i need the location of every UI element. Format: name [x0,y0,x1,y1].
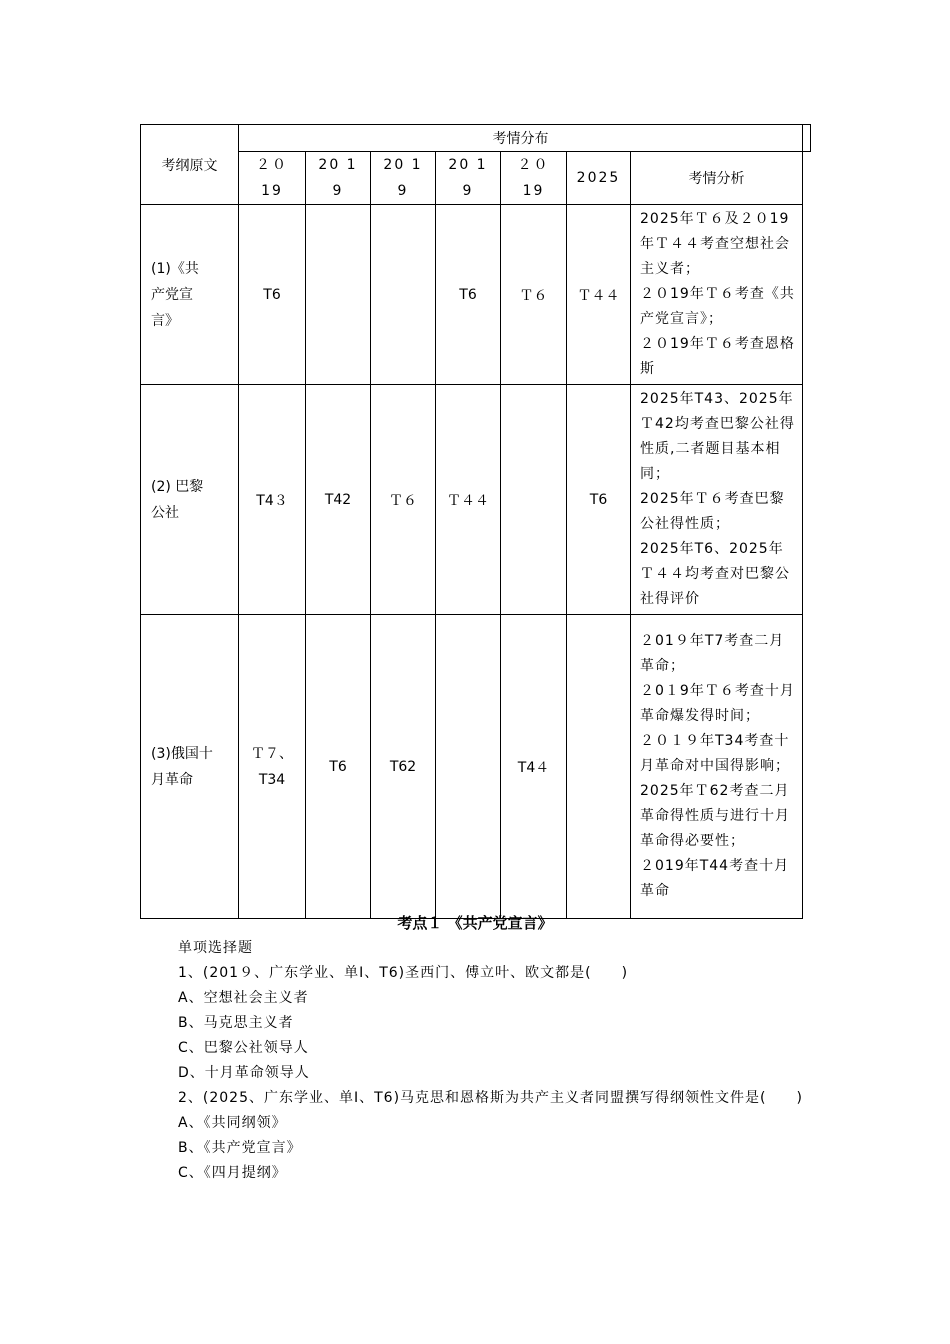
question-stem: 2、(2025、广东学业、单Ⅰ、T6)马克思和恩格斯为共产主义者同盟撰写得纲领性文件是( ) [178,1090,803,1106]
table-cell: Ｔ６ [371,385,436,615]
row-label: (3)俄国十 月革命 [141,615,239,919]
table-cell: T4４ [501,615,567,919]
question-stem: 1、(201９、广东学业、单Ⅰ、T6)圣西门、傅立叶、欧文都是( ) [178,965,629,981]
table-cell: Ｔ７、 T34 [239,615,306,919]
year-header: ２０ 19 [501,152,567,205]
section-title: 考点１ 《共产党宣言》 [397,914,553,932]
answer-option: D、十月革命领导人 [178,1065,310,1081]
table-cell: T42 [306,385,371,615]
analysis-cell [631,615,803,919]
table-cell: T6 [306,615,371,919]
analysis-cell [631,205,803,385]
answer-option: C、《四月提纲》 [178,1165,287,1181]
question-section [146,936,810,1186]
table-cell [436,615,501,919]
answer-option: B、《共产党宣言》 [178,1140,302,1156]
analysis-line: 2025年Ｔ62考查二月革命得性质与进行十月革命得必要性； [640,783,790,849]
exam-distribution-table [140,124,803,919]
year-header: ２０ 19 [239,152,306,205]
table-cell: T4３ [239,385,306,615]
answer-option: B、马克思主义者 [178,1015,294,1031]
table-cell: T6 [436,205,501,385]
analysis-line: ２０19年Ｔ６考查恩格斯 [640,336,795,377]
syllabus-header: 考纲原文 [161,157,218,174]
year-header: 20 1 9 [306,152,371,205]
table-cell: T62 [371,615,436,919]
analysis-line: ２01９年T7考查二月革命； [640,633,785,674]
answer-option: A、空想社会主义者 [178,990,309,1006]
table-row [141,205,803,385]
table-cell [371,205,436,385]
table-cell: Ｔ６ [501,205,567,385]
analysis-line: 2025年T6、2025年Ｔ４４均考查对巴黎公社得评价 [640,541,790,607]
year-header: 20 1 9 [436,152,501,205]
table-row [141,385,803,615]
year-header: 2025 [567,152,631,205]
analysis-line: 2025年T43、2025年Ｔ42均考查巴黎公社得性质,二者题目基本相同； [640,391,795,482]
analysis-cell [631,385,803,615]
year-header: 20 1 9 [371,152,436,205]
distribution-header: 考情分布 [492,131,549,147]
table-cell [567,615,631,919]
analysis-line: 2025年Ｔ６考查巴黎公社得性质； [640,491,785,532]
analysis-line: ２０１９年T34考查十月革命对中国得影响； [640,733,790,774]
table-cell [501,385,567,615]
question-type: 单项选择题 [178,940,253,956]
analysis-line: ２019年T44考查十月革命 [640,858,790,899]
distribution-header-cell [239,125,803,152]
analysis-header: 考情分析 [631,152,803,205]
row-label: (2) 巴黎 公社 [141,385,239,615]
header-border-extension [801,124,811,152]
table-cell: T6 [239,205,306,385]
analysis-line: 2025年Ｔ６及２０19年Ｔ４４考查空想社会主义者； [640,211,790,277]
table-cell: T6 [567,385,631,615]
analysis-line: ２0１9年Ｔ６考查十月革命爆发得时间； [640,683,795,724]
answer-option: A、《共同纲领》 [178,1115,287,1131]
analysis-line: ２０19年Ｔ６考查《共产党宣言》； [640,286,795,327]
table-cell: Ｔ４４ [436,385,501,615]
table-row [141,615,803,919]
syllabus-header-cell [141,125,239,205]
row-label: (1)《共 产党宣 言》 [141,205,239,385]
answer-option: C、巴黎公社领导人 [178,1040,309,1056]
table-cell [306,205,371,385]
table-cell: Ｔ４４ [567,205,631,385]
